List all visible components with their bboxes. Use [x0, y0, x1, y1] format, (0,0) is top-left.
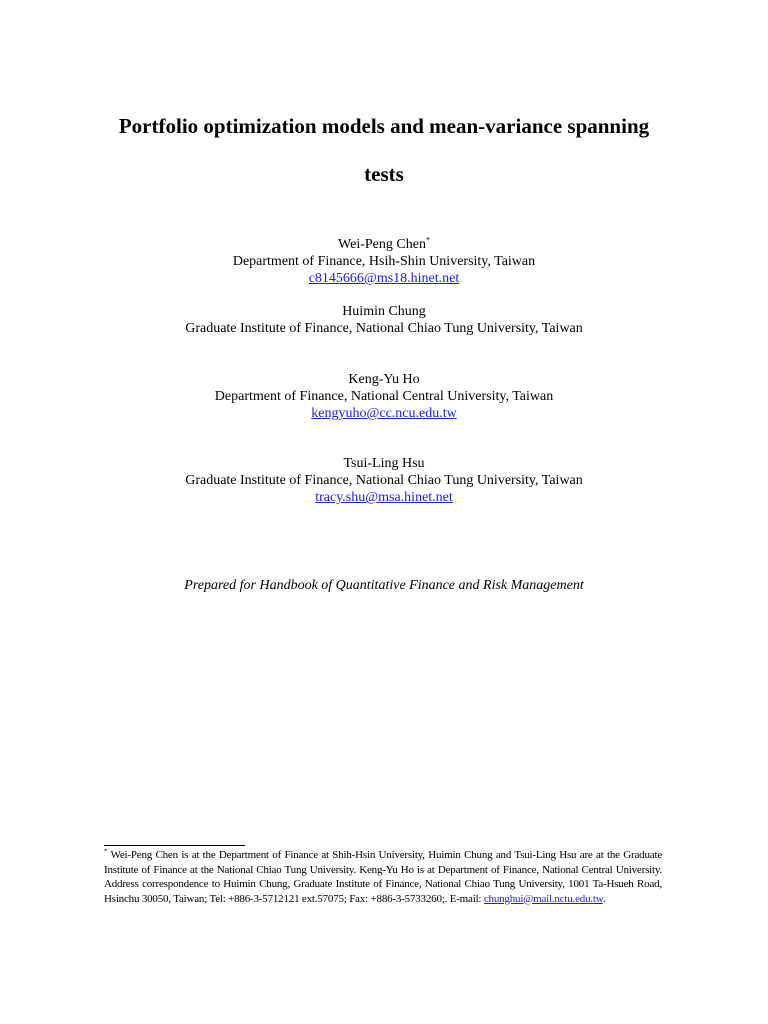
- author-affiliation: Graduate Institute of Finance, National Chiao Tung University, Taiwan: [185, 321, 583, 336]
- author-email-link[interactable]: kengyuho@cc.ncu.edu.tw: [311, 406, 457, 421]
- author-block-ho: [60, 371, 708, 422]
- prepared-for-note: Prepared for Handbook of Quantitative Finance and Risk Management: [184, 578, 584, 593]
- footnote-end: .: [602, 892, 606, 905]
- author-name: Tsui-Ling Hsu: [343, 456, 425, 471]
- author-affiliation: Department of Finance, Hsih-Shin University, Taiwan: [232, 254, 536, 269]
- paper-title-line-1: Portfolio optimization models and mean-variance spanning: [118, 114, 650, 138]
- footnote-email-link[interactable]: chunghui@mail.nctu.edu.tw: [483, 892, 603, 905]
- author-block-chung: [60, 303, 708, 337]
- author-email-link[interactable]: tracy.shu@msa.hinet.net: [315, 490, 453, 505]
- author-block-chen: [60, 236, 708, 287]
- author-affiliation: Graduate Institute of Finance, National Chiao Tung University, Taiwan: [185, 473, 583, 488]
- footnote-text: Wei-Peng Chen is at the Department of Finance at Shih-Hsin University, Huimin Chung and Tsui-Ling Hsu are at the Graduate Institute of Finance at the National Chiao Tung University. Keng-Yu Ho is at Department of Finance, National Central University. Address correspondence to Huimin Chung, Graduate Institute of Finance, National Chiao Tung University, 1001 Ta-Hsueh Road, Hsinchu 30050, Taiwan; Tel: +886-3-5712121 ext.57075; Fax: +886-3-5733260;. E-mail:: [104, 849, 662, 905]
- author-block-hsu: [60, 455, 708, 506]
- author-name: Wei-Peng Chen*: [338, 235, 430, 252]
- footnote-marker: *: [104, 847, 108, 856]
- author-name: Keng-Yu Ho: [348, 372, 420, 387]
- author-email-link[interactable]: c8145666@ms18.hinet.net: [308, 271, 460, 286]
- author-affiliation: Department of Finance, National Central University, Taiwan: [214, 389, 554, 404]
- paper-title-line-2: tests: [364, 162, 404, 186]
- author-footnote-marker[interactable]: *: [425, 235, 430, 245]
- footnote-separator: [104, 845, 245, 846]
- author-name: Huimin Chung: [342, 304, 426, 319]
- footnote: [104, 848, 662, 906]
